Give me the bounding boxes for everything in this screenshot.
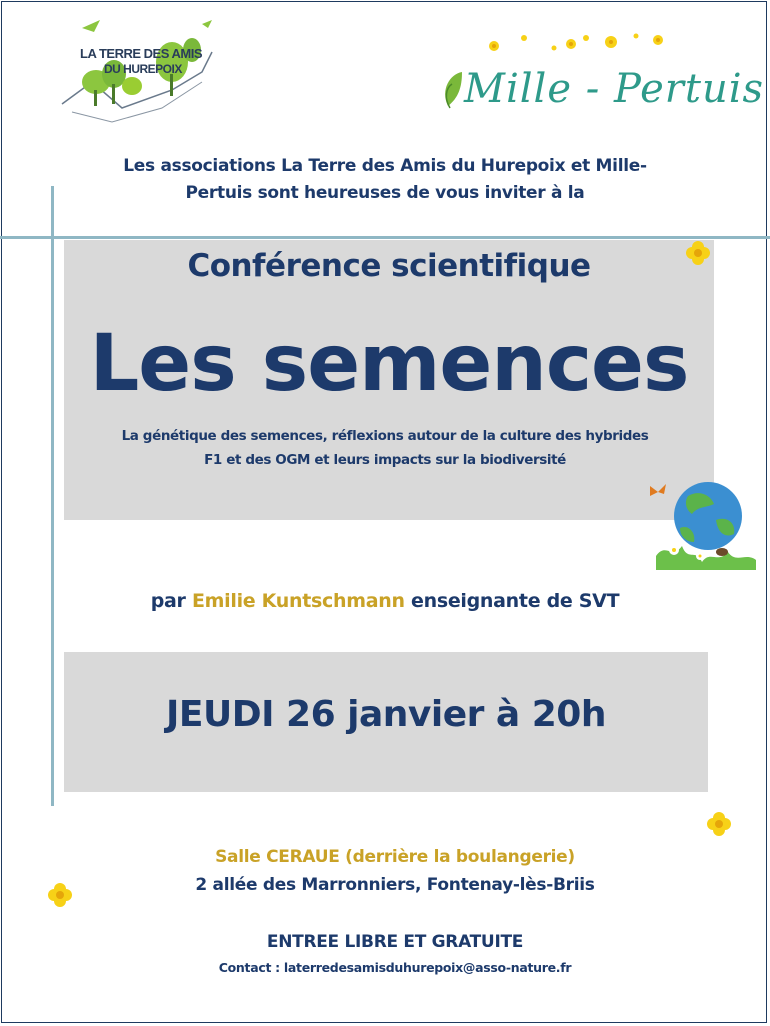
terre-des-amis-logo [52, 12, 220, 132]
mille-pertuis-logo [436, 28, 765, 128]
speaker-by: par [150, 590, 186, 612]
vertical-accent-line [51, 186, 54, 806]
logo-text-line2: DU HUREPOIX [104, 62, 182, 76]
intro-line-1: Les associations La Terre des Amis du Hurepoix et Mille- [123, 156, 647, 176]
speaker-name: Emilie Kuntschmann [191, 590, 405, 612]
conference-kind: Conférence scientifique [187, 248, 591, 284]
flower-icon [683, 238, 713, 268]
earth-globe-icon [636, 472, 766, 572]
entry-info: ENTREE LIBRE ET GRATUITE [266, 932, 524, 952]
flower-icon [704, 809, 734, 839]
logo-text-line1: LA TERRE DES AMIS [80, 46, 202, 61]
conference-title: Les semences [89, 319, 689, 409]
venue-hall: Salle CERAUE (derrière la boulangerie) [215, 847, 575, 867]
speaker-role: enseignante de SVT [411, 590, 620, 612]
horizontal-accent-line [0, 236, 770, 239]
intro-line-2: Pertuis sont heureuses de vous inviter à la [185, 183, 585, 203]
conference-subtitle-1: La génétique des semences, réflexions autour de la culture des hybrides [121, 428, 649, 444]
conference-subtitle-2: F1 et des OGM et leurs impacts sur la biodiversité [204, 452, 566, 468]
venue-address: 2 allée des Marronniers, Fontenay-lès-Briis [195, 875, 595, 895]
contact-info: Contact : laterredesamisduhurepoix@asso-nature.fr [218, 960, 572, 975]
mille-pertuis-wordmark: Mille - Pertuis [464, 66, 765, 112]
speaker-line [0, 590, 770, 612]
event-date: JEUDI 26 janvier à 20h [166, 694, 606, 735]
